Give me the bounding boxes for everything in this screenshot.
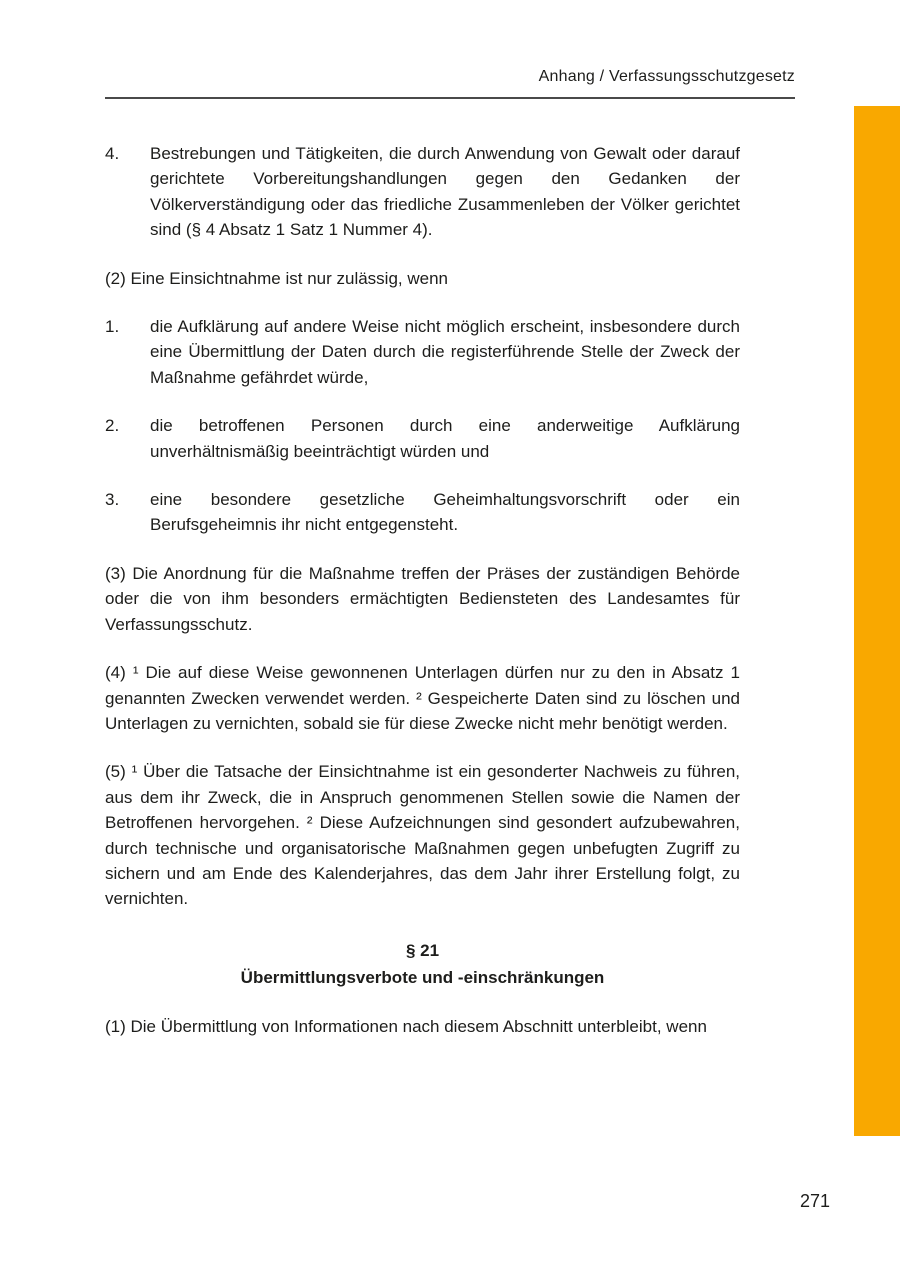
item-number: 2. <box>105 416 120 436</box>
running-head <box>105 68 795 86</box>
section-number: § 21 <box>405 940 440 960</box>
numbered-item-1 <box>105 314 740 390</box>
section-heading <box>105 937 740 991</box>
item-text: Bestrebungen und Tätigkeiten, die durch Anwendung von Gewalt oder darauf gerichtete Vorbereitungshandlungen gegen den Gedanken der Völkerverständigung oder das friedliche Zusammenleben der Völker gerichtet sind (§ 4 Absatz 1 Satz 1 Nummer 4). <box>150 144 740 240</box>
item-text: die Aufklärung auf andere Weise nicht möglich erscheint, insbesondere durch eine Übermittlung der Daten durch die registerführende Stelle der Zweck der Maßnahme gefährdet würde, <box>150 317 740 387</box>
paragraph-6: (1) Die Übermittlung von Informationen nach diesem Abschnitt unterbleibt, wenn <box>105 1016 707 1036</box>
paragraph-5: (5) ¹ Über die Tatsache der Einsichtnahme ist ein gesonderter Nachweis zu führen, aus dem ihr Zweck, die in Anspruch genommenen Stellen sowie die Namen der Betroffenen hervorgehen. ² Diese Aufzeichnungen sind gesondert aufzubewahren, durch technische und organisatorische Maßnahmen gegen unbefugten Zugriff zu sichern und am Ende des Kalenderjahres, das dem Jahr ihrer Erstellung folgt, zu vernichten. <box>105 762 740 909</box>
section-title: Übermittlungsverbote und -einschränkungen <box>240 967 605 987</box>
numbered-item-3 <box>105 487 740 538</box>
numbered-item-2 <box>105 413 740 464</box>
page-number: 271 <box>799 1191 830 1211</box>
item-number: 4. <box>105 144 120 163</box>
running-head-text: Anhang / Verfassungsschutzgesetz <box>538 68 795 85</box>
header-rule <box>105 97 795 99</box>
item-text: die betroffenen Personen durch eine anderweitige Aufklärung unverhältnismäßig beeinträchtigt würden und <box>150 416 740 461</box>
paragraph-3: (3) Die Anordnung für die Maßnahme treffen der Präses der zuständigen Behörde oder die von ihm besonders ermächtigten Bediensteten des Landesamtes für Verfassungsschutz. <box>105 563 740 634</box>
item-text: eine besondere gesetzliche Geheimhaltungsvorschrift oder ein Berufsgeheimnis ihr nicht entgegensteht. <box>150 490 740 535</box>
numbered-item-4 <box>105 141 740 243</box>
item-number: 1. <box>105 317 120 337</box>
accent-bar <box>854 106 900 1136</box>
paragraph-4: (4) ¹ Die auf diese Weise gewonnenen Unterlagen dürfen nur zu den in Absatz 1 genannten Zwecken verwendet werden. ² Gespeicherte Daten sind zu löschen und Unterlagen zu vernichten, sobald sie für diese Zwecke nicht mehr benötigt werden. <box>105 663 740 733</box>
paragraph-2: (2) Eine Einsichtnahme ist nur zulässig, wenn <box>105 268 448 288</box>
item-number: 3. <box>105 490 120 510</box>
document-content <box>105 141 740 1062</box>
